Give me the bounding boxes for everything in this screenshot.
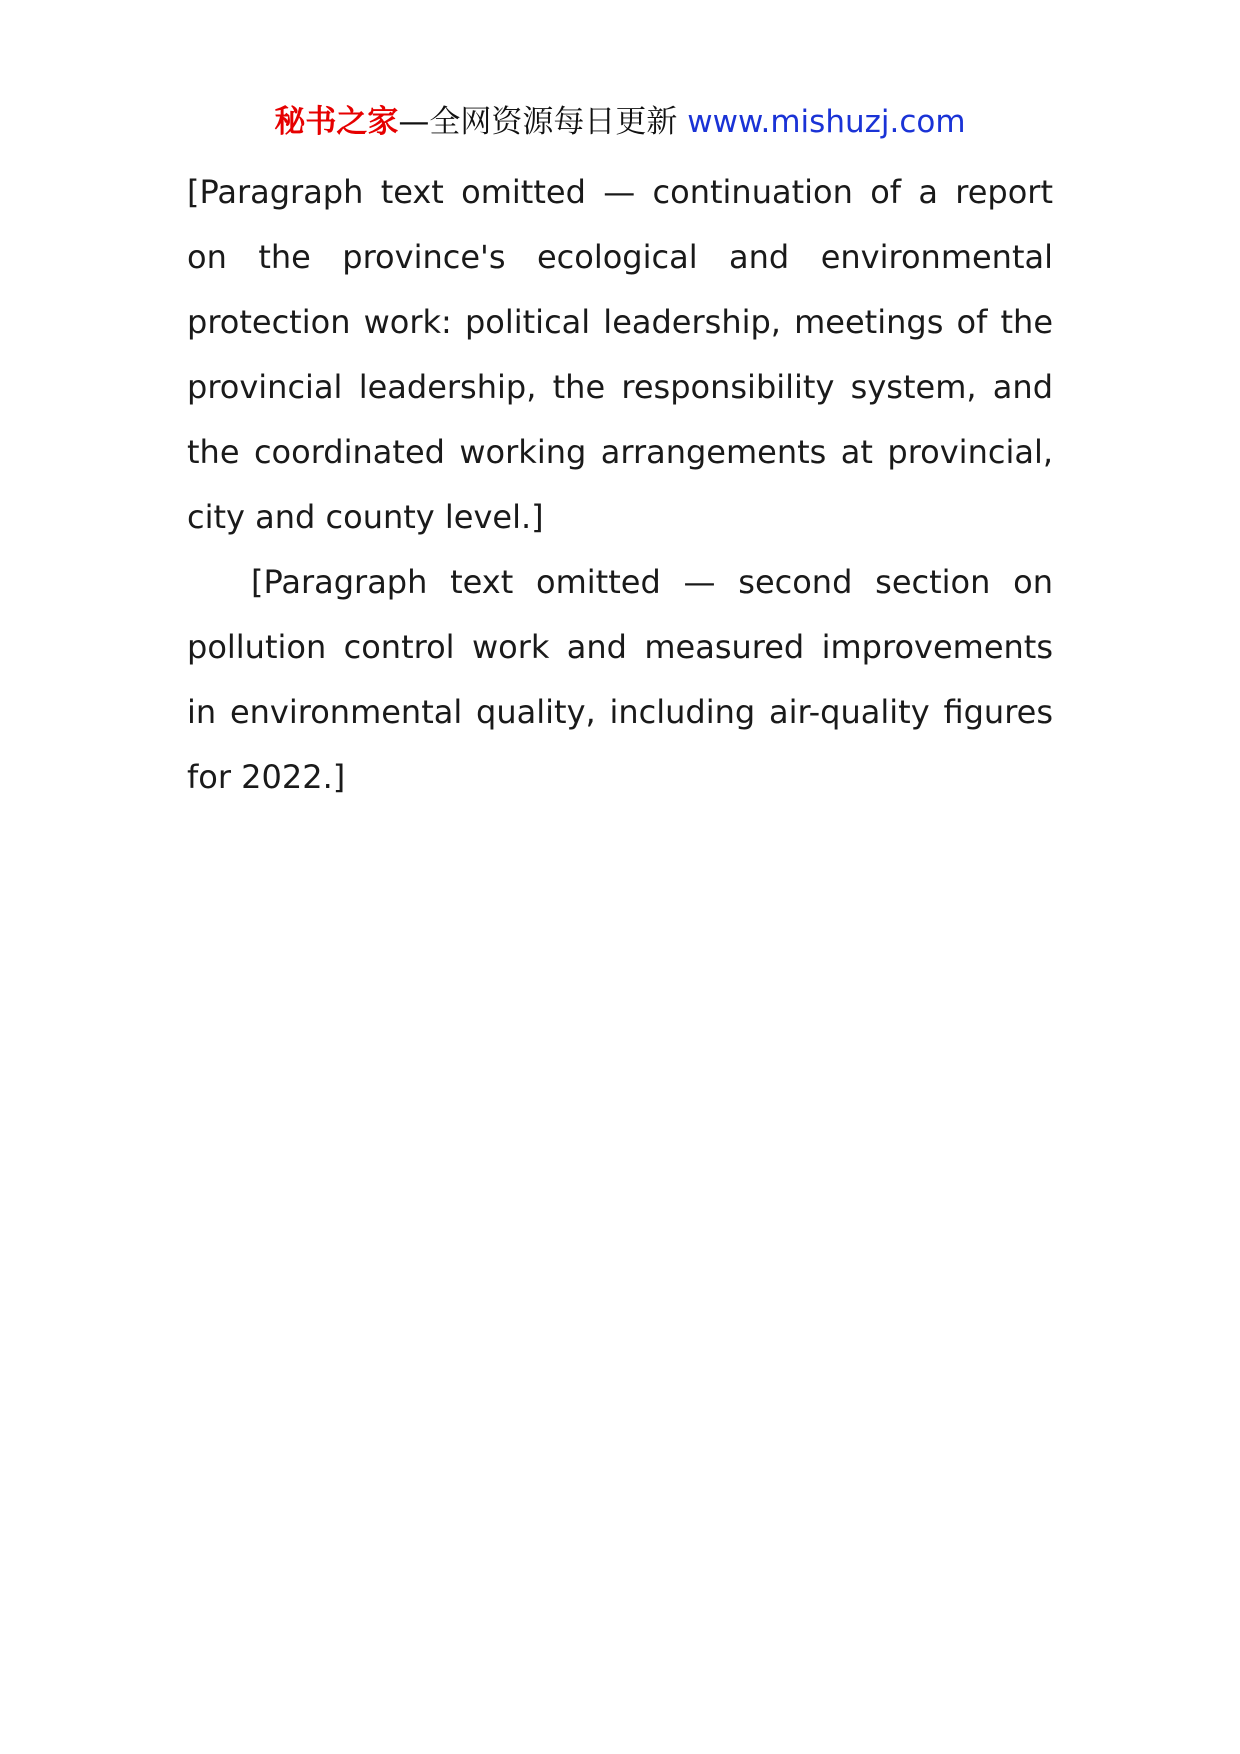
page-header — [0, 100, 1240, 144]
site-url-link[interactable]: www.mishuzj.com — [687, 104, 966, 140]
site-brand: 秘书之家 — [274, 104, 399, 140]
document-body — [187, 160, 1053, 810]
paragraph: [Paragraph text omitted — second section on pollution control work and measured improvements in environmental quality, including air-quality figures for 2022.] — [187, 563, 1053, 796]
site-slogan: —全网资源每日更新 — [398, 104, 678, 140]
paragraph: [Paragraph text omitted — continuation of a report on the province's ecological and environmental protection work: political leadership, meetings of the provincial leadership, the responsibility system, and the coordinated working arrangements at provincial, city and county level.] — [187, 173, 1053, 536]
